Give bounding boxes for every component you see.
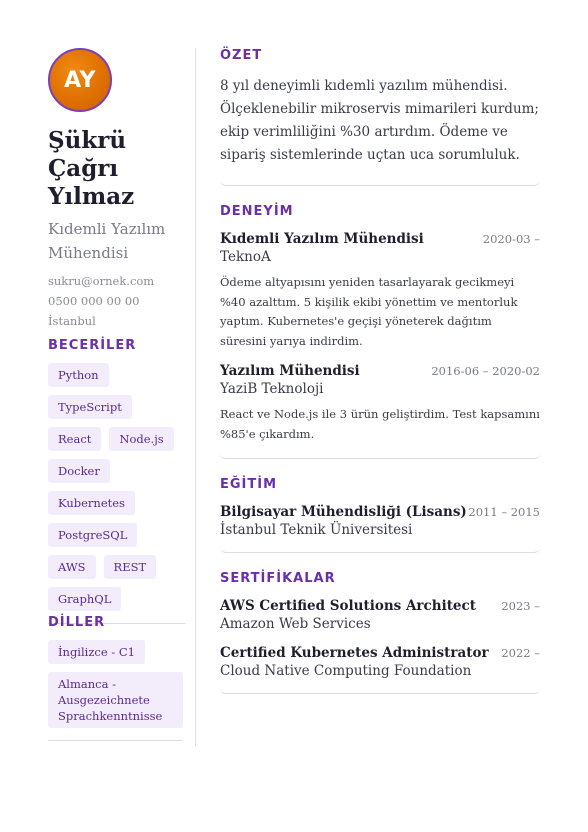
entry-date: 2023 – bbox=[501, 599, 540, 613]
entry-degree: Bilgisayar Mühendisliği (Lisans) bbox=[220, 504, 467, 520]
skill-chip: Docker bbox=[48, 459, 110, 483]
sidebar bbox=[48, 48, 183, 331]
entry-certificate: AWS Certified Solutions Architect bbox=[220, 598, 476, 614]
divider bbox=[220, 444, 540, 459]
avatar bbox=[48, 48, 112, 112]
summary-heading: ÖZET bbox=[220, 48, 263, 63]
entry-issuer: Amazon Web Services bbox=[220, 616, 371, 632]
summary-section bbox=[220, 48, 540, 186]
certificates-heading: SERTİFİKALAR bbox=[220, 571, 336, 586]
entry-description: React ve Node.js ile 3 ürün geliştirdim. Test kapsamını %85'e çıkardım. bbox=[220, 407, 540, 441]
skill-chip: TypeScript bbox=[48, 395, 132, 419]
skill-chip: Node.js bbox=[109, 427, 173, 451]
entry-date: 2016-06 – 2020-02 bbox=[431, 364, 540, 378]
skills-list bbox=[48, 363, 186, 611]
certificate-entry bbox=[220, 645, 540, 679]
summary-text: 8 yıl deneyimli kıdemli yazılım mühendisi. Ölçeklenebilir mikroservis mimarileri kurdum; ekip verimliliğini %30 artırdım. Ödeme ve sipariş sistemlerinde uçtan uca sorumluluk. bbox=[220, 78, 539, 163]
entry-date: 2011 – 2015 bbox=[468, 505, 540, 519]
skills-heading: BECERİLER bbox=[48, 338, 137, 353]
entry-org: YaziB Teknoloji bbox=[220, 381, 324, 397]
divider bbox=[220, 538, 540, 553]
entry-date: 2022 – bbox=[501, 646, 540, 660]
job-title: Kıdemli Yazılım Mühendisi bbox=[48, 220, 166, 262]
person-name: Şükrü Çağrı Yılmaz bbox=[48, 127, 135, 210]
language-chip: İngilizce - C1 bbox=[48, 640, 145, 664]
email-text[interactable]: sukru@ornek.com bbox=[48, 274, 155, 288]
entry-org: TeknoA bbox=[220, 249, 271, 265]
skill-chip: REST bbox=[104, 555, 157, 579]
certificate-entry bbox=[220, 598, 540, 632]
phone-text[interactable]: 0500 000 00 00 bbox=[48, 294, 140, 308]
certificates-section bbox=[220, 571, 540, 694]
skill-chip: AWS bbox=[48, 555, 96, 579]
skills-section bbox=[48, 338, 186, 624]
entry-issuer: Cloud Native Computing Foundation bbox=[220, 663, 472, 679]
languages-heading: DİLLER bbox=[48, 615, 106, 630]
contact-info bbox=[48, 271, 183, 331]
experience-entry bbox=[220, 231, 540, 351]
languages-list bbox=[48, 640, 183, 728]
skill-chip: React bbox=[48, 427, 101, 451]
education-section bbox=[220, 477, 540, 553]
divider bbox=[220, 167, 540, 186]
city-text: İstanbul bbox=[48, 314, 96, 328]
avatar-initials: AY bbox=[64, 67, 96, 93]
entry-role: Yazılım Mühendisi bbox=[220, 363, 360, 379]
skill-chip: PostgreSQL bbox=[48, 523, 137, 547]
entry-certificate: Certified Kubernetes Administrator bbox=[220, 645, 489, 661]
divider bbox=[220, 679, 540, 694]
entry-description: Ödeme altyapısını yeniden tasarlayarak gecikmeyi %40 azalttım. 5 kişilik ekibi yönettim ve mentorluk yaptım. Kubernetes'e geçişi yöneterek dağıtım süresini yarıya indirdim. bbox=[220, 275, 518, 348]
experience-section bbox=[220, 204, 540, 459]
skill-chip: Python bbox=[48, 363, 109, 387]
education-entry bbox=[220, 504, 540, 538]
divider bbox=[48, 740, 183, 741]
experience-heading: DENEYİM bbox=[220, 204, 294, 219]
entry-school: İstanbul Teknik Üniversitesi bbox=[220, 522, 413, 538]
experience-entry bbox=[220, 363, 540, 444]
education-heading: EĞİTİM bbox=[220, 477, 278, 492]
entry-role: Kıdemli Yazılım Mühendisi bbox=[220, 231, 424, 247]
skill-chip: Kubernetes bbox=[48, 491, 135, 515]
language-chip: Almanca - Ausgezeichnete Sprachkenntnisse bbox=[48, 672, 183, 728]
main-column bbox=[220, 48, 540, 694]
column-divider bbox=[195, 48, 196, 746]
skill-chip: GraphQL bbox=[48, 587, 121, 611]
entry-date: 2020-03 – bbox=[482, 232, 540, 246]
languages-section bbox=[48, 615, 183, 741]
